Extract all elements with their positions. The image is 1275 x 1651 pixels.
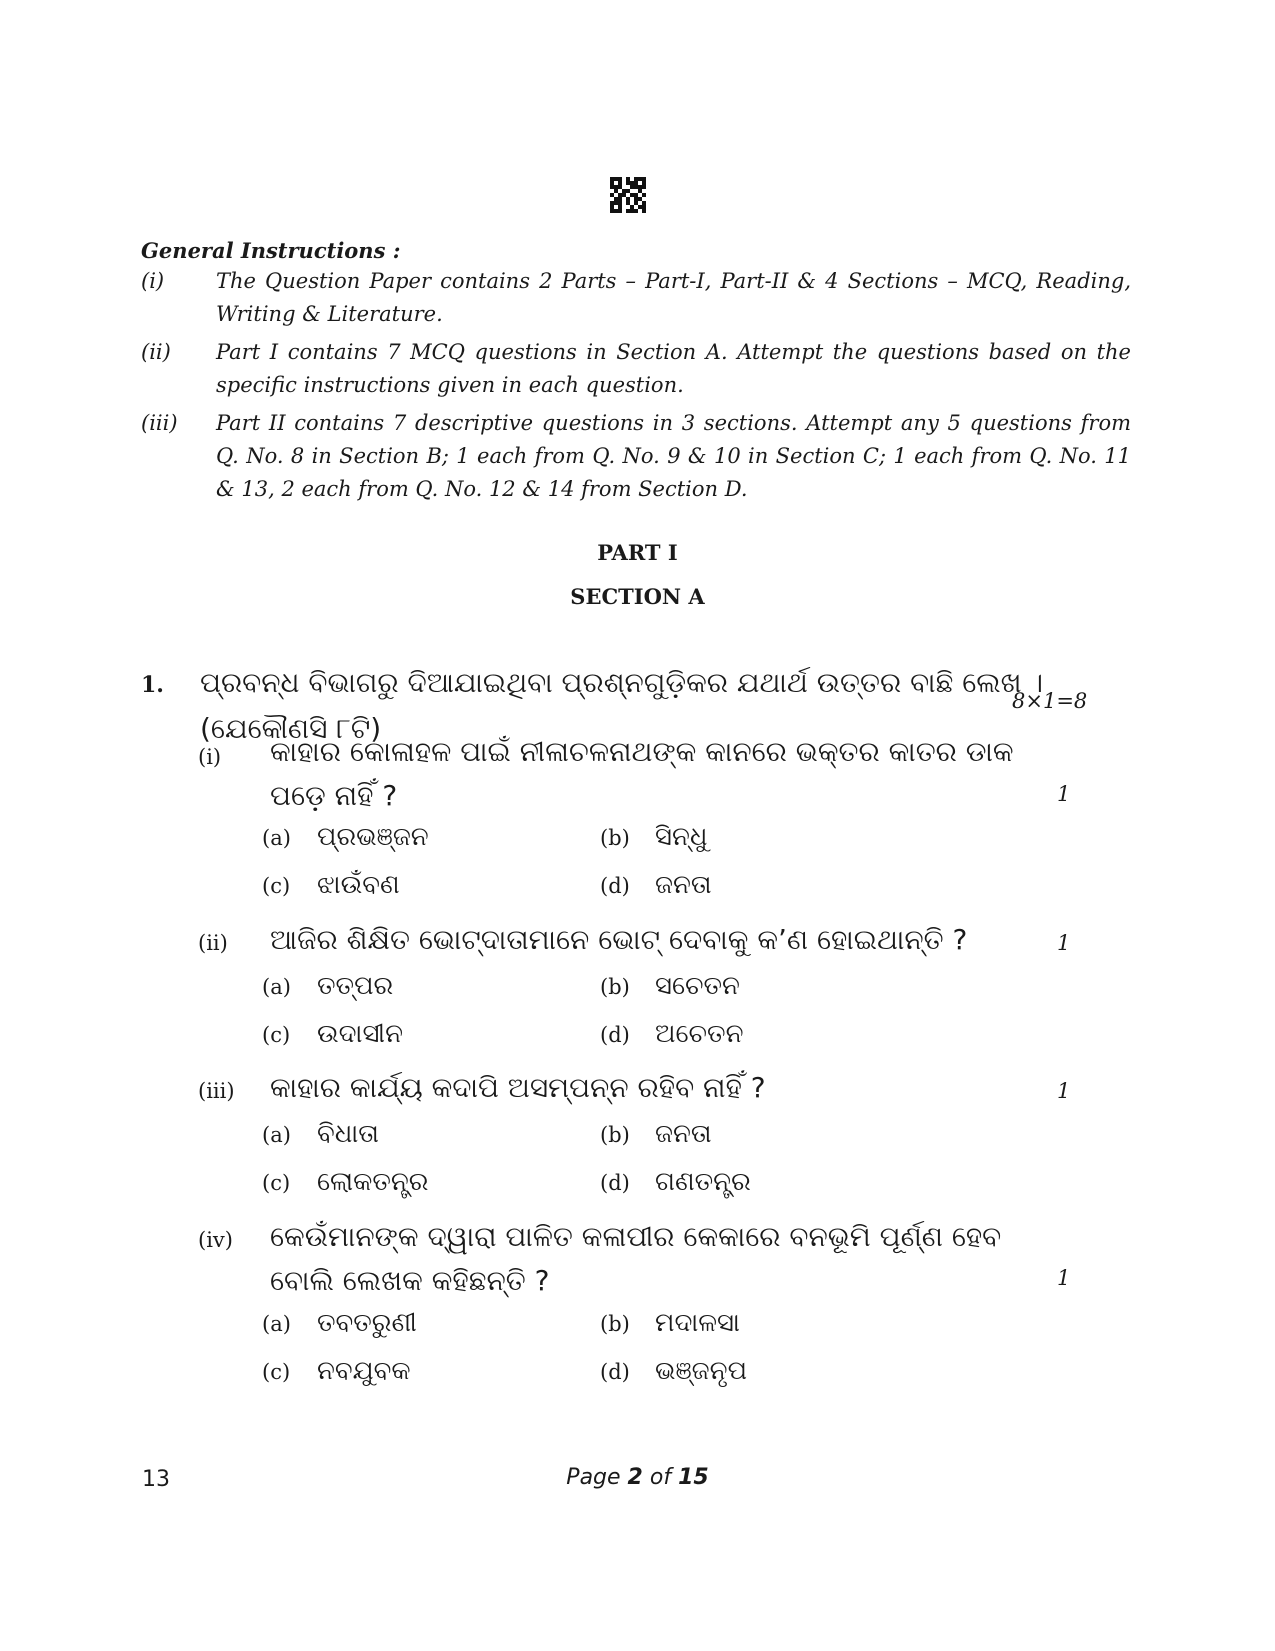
option-item: [262, 1119, 379, 1150]
option-value: ଭଞ୍ଜନୃପ: [655, 1356, 748, 1386]
option-value: ଝାଉଁବଣ: [317, 870, 400, 900]
subquestion-number: (iv): [198, 1228, 233, 1252]
option-item: [262, 1308, 417, 1339]
option-value: ଗଣତନ୍ତ୍ର: [655, 1167, 751, 1197]
page-of: of: [649, 1465, 672, 1490]
subquestion-mark: 1: [1057, 1266, 1071, 1290]
part-heading: PART I: [597, 540, 678, 565]
option-item: [600, 1308, 740, 1339]
option-value: ତତ୍ପର: [317, 971, 394, 1001]
option-item: [600, 870, 712, 901]
instruction-text: Part I contains 7 MCQ questions in Section A. Attempt the questions based on the specific instructions given in each question.: [216, 340, 1131, 397]
option-item: [600, 1356, 747, 1387]
instruction-item: [141, 265, 1131, 331]
option-item: [600, 971, 740, 1002]
subquestion-text: କାହାର କୋଳାହଳ ପାଇଁ ନୀଳାଚଳନାଥଙ୍କ କାନରେ ଭକ୍ତର କାତର ଡାକ ପଡ଼େ ନାହିଁ ?: [270, 735, 1014, 812]
instruction-text: Part II contains 7 descriptive questions in 3 sections. Attempt any 5 questions from Q. No. 8 in Section B; 1 each from Q. No. 9 & 10 in Section C; 1 each from Q. No. 11 & 13, 2 each from Q. No. 12 & 14 from Section D.: [216, 411, 1131, 501]
option-item: [262, 1167, 429, 1198]
subquestion-text: କେଉଁମାନଙ୍କ ଦ୍ୱାରା ପାଳିତ କଳାପୀର କେକାରେ ବନଭୂମି ପୂର୍ଣ୍ଣ ହେବ ବୋଲି ଲେଖକ କହିଛନ୍ତି ?: [270, 1220, 1002, 1297]
subquestion-mark: 1: [1057, 931, 1071, 955]
page-current: 2: [627, 1465, 643, 1490]
paper-code: 13: [142, 1467, 170, 1492]
instruction-text: The Question Paper contains 2 Parts – Part-I, Part-II & 4 Sections – MCQ, Reading, Writing & Literature.: [216, 269, 1131, 326]
option-item: [600, 1019, 743, 1050]
instruction-item: [141, 407, 1131, 506]
option-label: (c): [262, 874, 291, 898]
option-label: (c): [262, 1171, 291, 1195]
option-value: ଅଚେତନ: [655, 1019, 744, 1049]
option-label: (d): [600, 874, 630, 898]
option-value: ଜନତା: [655, 1119, 712, 1149]
option-label: (d): [600, 1171, 630, 1195]
section-heading: SECTION A: [570, 584, 705, 609]
option-label: (d): [600, 1023, 630, 1047]
option-value: ଜନତା: [655, 870, 712, 900]
subquestion-text: ଆଜିର ଶିକ୍ଷିତ ଭୋଟ୍‌ଦାତାମାନେ ଭୋଟ୍ ଦେବାକୁ କ’ଣ ହୋଇଥାନ୍ତି ?: [270, 923, 968, 956]
option-item: [262, 971, 393, 1002]
page-prefix: Page: [566, 1465, 621, 1490]
option-label: (b): [600, 1312, 630, 1336]
option-label: (b): [600, 975, 630, 999]
option-value: ସଚେତନ: [655, 971, 740, 1001]
subquestion-number: (ii): [198, 931, 228, 955]
subquestion-number: (iii): [198, 1079, 235, 1103]
option-value: ଲୋକତନ୍ତ୍ର: [317, 1167, 429, 1197]
general-instructions-title: General Instructions :: [141, 238, 401, 263]
option-value: ବିଧାତା: [317, 1119, 379, 1149]
option-label: (a): [262, 1123, 291, 1147]
instruction-number: (iii): [141, 411, 178, 435]
option-label: (c): [262, 1360, 291, 1384]
page-number: [0, 1465, 1275, 1490]
qr-code-icon: [610, 177, 646, 213]
option-item: [600, 822, 707, 853]
option-label: (b): [600, 1123, 630, 1147]
option-label: (a): [262, 975, 291, 999]
question-number: 1.: [141, 672, 164, 698]
option-value: ତବତରୁଣୀ: [317, 1308, 417, 1338]
question-line: ପ୍ରବନ୍ଧ ବିଭାଗରୁ ଦିଆଯାଇଥିବା ପ୍ରଶ୍ନଗୁଡ଼ିକର ଯଥାର୍ଥ ଉତ୍ତର ବାଛି ଲେଖ ।: [200, 666, 1044, 699]
option-label: (a): [262, 826, 291, 850]
subquestion-mark: 1: [1057, 782, 1071, 806]
page-total: 15: [678, 1465, 709, 1490]
option-item: [262, 822, 429, 853]
option-value: ମଦାଳସା: [655, 1308, 740, 1338]
option-item: [262, 1356, 411, 1387]
option-value: ନବଯୁବକ: [317, 1356, 411, 1386]
option-item: [262, 1019, 403, 1050]
question-marks: 8×1=8: [1012, 689, 1088, 713]
option-label: (d): [600, 1360, 630, 1384]
instruction-number: (ii): [141, 340, 171, 364]
option-label: (c): [262, 1023, 291, 1047]
question-line: (ଯେକୌଣସି ୮ଟି): [200, 712, 382, 745]
option-item: [600, 1167, 751, 1198]
option-label: (a): [262, 1312, 291, 1336]
instruction-item: [141, 336, 1131, 402]
option-label: (b): [600, 826, 630, 850]
subquestion-number: (i): [198, 745, 222, 769]
subquestion-text: କାହାର କାର୍ଯ୍ୟ କଦାପି ଅସମ୍ପନ୍ନ ରହିବ ନାହିଁ ?: [270, 1071, 766, 1104]
option-value: ପ୍ରଭଞ୍ଜନ: [317, 822, 429, 852]
option-value: ଉଦାସୀନ: [317, 1019, 404, 1049]
instruction-number: (i): [141, 269, 165, 293]
subquestion-mark: 1: [1057, 1079, 1071, 1103]
option-item: [262, 870, 400, 901]
option-value: ସିନ୍ଧୁ: [655, 822, 708, 852]
option-item: [600, 1119, 712, 1150]
